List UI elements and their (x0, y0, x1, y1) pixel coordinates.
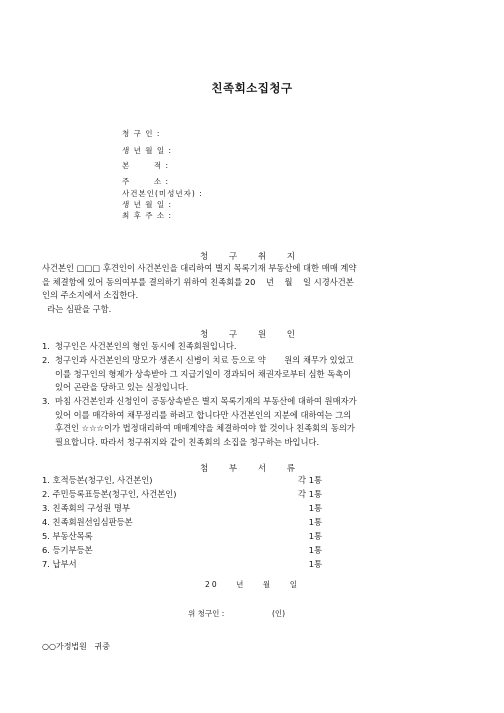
attachment-name: 2. 주민등록표등본(청구인, 사건본인) (42, 489, 177, 499)
purpose-paragraph (42, 262, 464, 316)
filing-date: 20 년 월 일 (205, 580, 299, 589)
cause-item-number: 2. (42, 355, 50, 365)
purpose-line: 인의 주소지에서 소집한다. (42, 290, 139, 300)
party-label: 사건본인(미성년자) : (122, 189, 203, 198)
attachment-qty: 1통 (308, 531, 322, 541)
cause-item-line: 청구인과 사건본인의 망모가 생존시 신병이 치료 등으로 약 원의 채무가 있었고 (55, 355, 354, 365)
party-row-subject (122, 190, 203, 198)
cause-item-line: 마침 사건본인과 신청인이 공동상속받은 별지 목록기재의 부동산에 대하여 원매자가 (55, 396, 357, 406)
party-label: 생 년 월 일 : (122, 200, 173, 209)
party-label: 최 후 주 소 : (122, 211, 173, 220)
cause-item-line: 이를 청구인의 형제가 상속받아 그 지급기일이 경과되어 채권자로부터 심한 독촉이 (55, 368, 352, 379)
attachment-name: 6. 등기부등본 (42, 545, 93, 555)
attachment-qty: 1통 (308, 559, 322, 569)
cause-item-number: 1. (42, 341, 50, 351)
court-addressee: ○○가정법원 귀중 (42, 642, 110, 651)
party-label: 생 년 월 일 : (122, 146, 173, 155)
cause-item-line: 필요합니다. 따라서 청구취지와 같이 친족회의 소집을 청구하는 바입니다. (55, 436, 320, 447)
party-label: 본 적 : (122, 161, 170, 170)
purpose-line: 을 체결함에 있어 동의여부를 결의하기 위하여 친족회를 20 년 월 일 시경사건본 (42, 276, 354, 287)
cause-item-line: 후견인 ☆☆☆이가 법정대리하여 매매계약을 체결하여야 할 것이나 친족회의 동의가 (55, 423, 355, 433)
cause-item (42, 340, 464, 354)
cause-item-number: 3. (42, 396, 50, 406)
attachment-qty: 1통 (308, 517, 322, 527)
cause-item (42, 395, 464, 449)
attachment-qty: 각 1통 (298, 489, 322, 499)
party-row-domicile (122, 162, 192, 170)
cause-item-line: 있어 곤란을 당하고 있는 실정입니다. (55, 382, 189, 392)
attachments-heading: 첨 부 서 류 (200, 464, 304, 474)
attachment-name: 5. 부동산목록 (42, 531, 93, 541)
purpose-line: 사건본인 □□□ 후견인이 사건본인을 대리하여 별지 목록기재 부동산에 대한 매매 계약 (42, 263, 357, 273)
party-row-subject-birthdate (122, 201, 192, 209)
attachment-name: 4. 친족회원선임심판등본 (42, 517, 133, 527)
signature-line: 위 청구인 : (인) (188, 609, 286, 618)
party-row-birthdate (122, 147, 192, 155)
cause-heading: 청 구 원 인 (200, 330, 304, 340)
attachment-qty: 1통 (308, 545, 322, 555)
party-row-address (122, 178, 192, 186)
cause-item-line: 있어 이를 매각하여 채무정리를 하려고 합니다만 사건본인의 지분에 대하여는 그의 (55, 409, 352, 420)
purpose-heading: 청 구 취 지 (200, 252, 304, 262)
attachment-qty: 각 1통 (298, 475, 322, 485)
cause-item (42, 354, 464, 395)
attachment-name: 7. 납부서 (42, 559, 77, 569)
attachment-qty: 1통 (308, 503, 322, 513)
cause-item-line: 청구인은 사건본인의 형인 동시에 친족회원입니다. (55, 341, 237, 351)
purpose-line: 라는 심판을 구함. (42, 303, 112, 314)
party-row-petitioner (122, 130, 192, 138)
party-row-last-address (122, 212, 192, 220)
party-label: 청 구 인 : (122, 129, 161, 138)
document-title: 친족회소집청구 (211, 81, 293, 95)
party-label: 주 소 : (122, 177, 170, 186)
attachment-name: 1. 호적등본(청구인, 사건본인) (42, 475, 153, 485)
attachment-name: 3. 친족회의 구성원 명부 (42, 503, 130, 513)
